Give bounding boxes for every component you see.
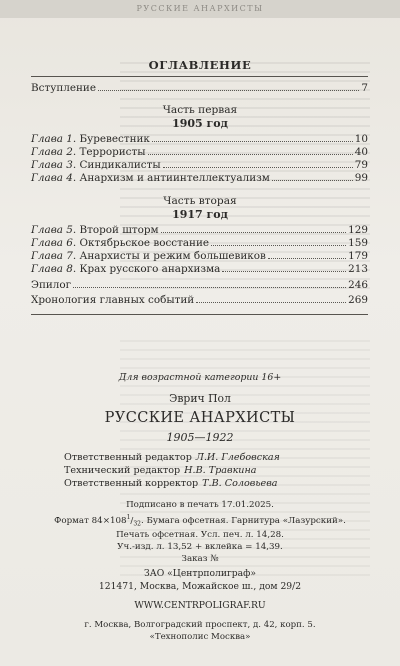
- chapter-prefix: Глава 1.: [31, 133, 77, 145]
- credit-person: Т.В. Соловьева: [202, 478, 278, 489]
- toc-entry-intro: [31, 82, 368, 96]
- toc-entry-label: Эпилог: [31, 279, 72, 291]
- toc-entry-page: 269: [348, 294, 368, 306]
- leader-dots: [73, 286, 346, 288]
- print-line: Уч.-изд. л. 13,52 + вклейка = 14,39.: [117, 542, 283, 553]
- leader-dots: [268, 257, 346, 259]
- chapter-title: Второй шторм: [79, 224, 159, 236]
- author-name: Эврич Пол: [169, 392, 231, 405]
- print-details: [0, 500, 400, 566]
- toc-entry-chapter: [31, 172, 368, 186]
- chapter-title: Синдикалисты: [79, 159, 161, 171]
- credit-line: [64, 465, 360, 476]
- leader-dots: [272, 179, 353, 181]
- book-title: РУССКИЕ АНАРХИСТЫ: [104, 410, 296, 426]
- running-head: РУССКИЕ АНАРХИСТЫ: [0, 0, 400, 18]
- credit-role: Технический редактор: [64, 465, 181, 476]
- toc-entry-label: Вступление: [31, 82, 96, 94]
- part-year: 1905 год: [172, 117, 228, 130]
- toc-entry-page: 129: [348, 224, 368, 236]
- leader-dots: [222, 270, 346, 272]
- chapter-prefix: Глава 6.: [31, 237, 77, 249]
- leader-dots: [98, 89, 359, 91]
- toc-entry-chapter: [31, 159, 368, 173]
- toc-entry-page: 246: [348, 279, 368, 291]
- publisher-details: [0, 568, 400, 593]
- toc-entry-page: 99: [354, 172, 368, 184]
- leader-dots: [161, 231, 347, 233]
- toc-entry-epilogue: [31, 279, 368, 293]
- leader-dots: [163, 166, 353, 168]
- toc-entry-label: Хронология главных событий: [31, 294, 195, 306]
- toc-entry-chronology: [31, 294, 368, 308]
- toc-bottom-rule: [31, 314, 368, 315]
- toc-entry-page: 213: [348, 263, 368, 275]
- credit-role: Ответственный корректор: [64, 478, 199, 489]
- toc-entry-chapter: [31, 224, 368, 238]
- chapter-title: Анархизм и антиинтеллектуализм: [79, 172, 270, 184]
- chapter-prefix: Глава 4.: [31, 172, 77, 184]
- leader-dots: [211, 244, 346, 246]
- chapter-prefix: Глава 3.: [31, 159, 77, 171]
- printer-details: [0, 620, 400, 644]
- credit-line: [64, 452, 360, 463]
- chapter-prefix: Глава 7.: [31, 250, 77, 262]
- chapter-prefix: Глава 5.: [31, 224, 77, 236]
- book-years: 1905—1922: [166, 431, 234, 444]
- print-line: Заказ №: [181, 553, 219, 564]
- part-label: Часть вторая: [163, 195, 237, 207]
- chapter-title: Октябрьское восстание: [79, 237, 210, 249]
- print-line: Подписано в печать 17.01.2025.: [126, 500, 274, 510]
- credit-person: Н.В. Травкина: [184, 465, 257, 476]
- chapter-prefix: Глава 8.: [31, 263, 77, 275]
- credit-line: [64, 478, 360, 489]
- credit-role: Ответственный редактор: [64, 452, 192, 463]
- publisher-address: 121471, Москва, Можайское ш., дом 29/2: [98, 580, 302, 592]
- chapter-title: Террористы: [79, 146, 146, 158]
- toc-entry-chapter: [31, 263, 368, 277]
- toc-entry-page: 79: [354, 159, 368, 171]
- toc-entry-page: 159: [348, 237, 368, 249]
- toc-title: ОГЛАВЛЕНИЕ: [148, 58, 252, 72]
- toc-entry-chapter: [31, 146, 368, 160]
- chapter-title: Крах русского анархизма: [79, 263, 221, 275]
- printer-name: «Технополис Москва»: [149, 631, 251, 642]
- toc-entry-chapter: [31, 250, 368, 264]
- toc-entry-page: 7: [361, 82, 368, 94]
- publisher-name: ЗАО «Центрполиграф»: [144, 568, 256, 579]
- chapter-title: Анархисты и режим большевиков: [79, 250, 266, 262]
- toc-entry-page: 10: [354, 133, 368, 145]
- credit-person: Л.И. Глебовская: [195, 452, 280, 463]
- print-line-format: Формат $84\times 108^1/_{32}$. Бумага офсетная. Гарнитура «Лазурский».: [54, 513, 346, 528]
- part-label: Часть первая: [162, 104, 238, 116]
- publisher-website: WWW.CENTRPOLIGRAF.RU: [134, 600, 266, 611]
- part-year: 1917 год: [172, 208, 228, 221]
- leader-dots: [196, 301, 346, 303]
- chapter-prefix: Глава 2.: [31, 146, 77, 158]
- toc-entry-chapter: [31, 237, 368, 251]
- chapter-title: Буревестник: [79, 133, 150, 145]
- toc-entry-chapter: [31, 133, 368, 147]
- leader-dots: [152, 140, 353, 142]
- toc-top-rule: [31, 76, 368, 77]
- print-line: Печать офсетная. Усл. печ. л. 14,28.: [116, 530, 284, 541]
- printer-address: г. Москва, Волгоградский проспект, д. 42, корп. 5.: [84, 620, 316, 630]
- age-rating: Для возрастной категории 16+: [118, 372, 282, 383]
- toc-entry-page: 40: [354, 146, 368, 158]
- toc-entry-page: 179: [348, 250, 368, 262]
- leader-dots: [148, 153, 353, 155]
